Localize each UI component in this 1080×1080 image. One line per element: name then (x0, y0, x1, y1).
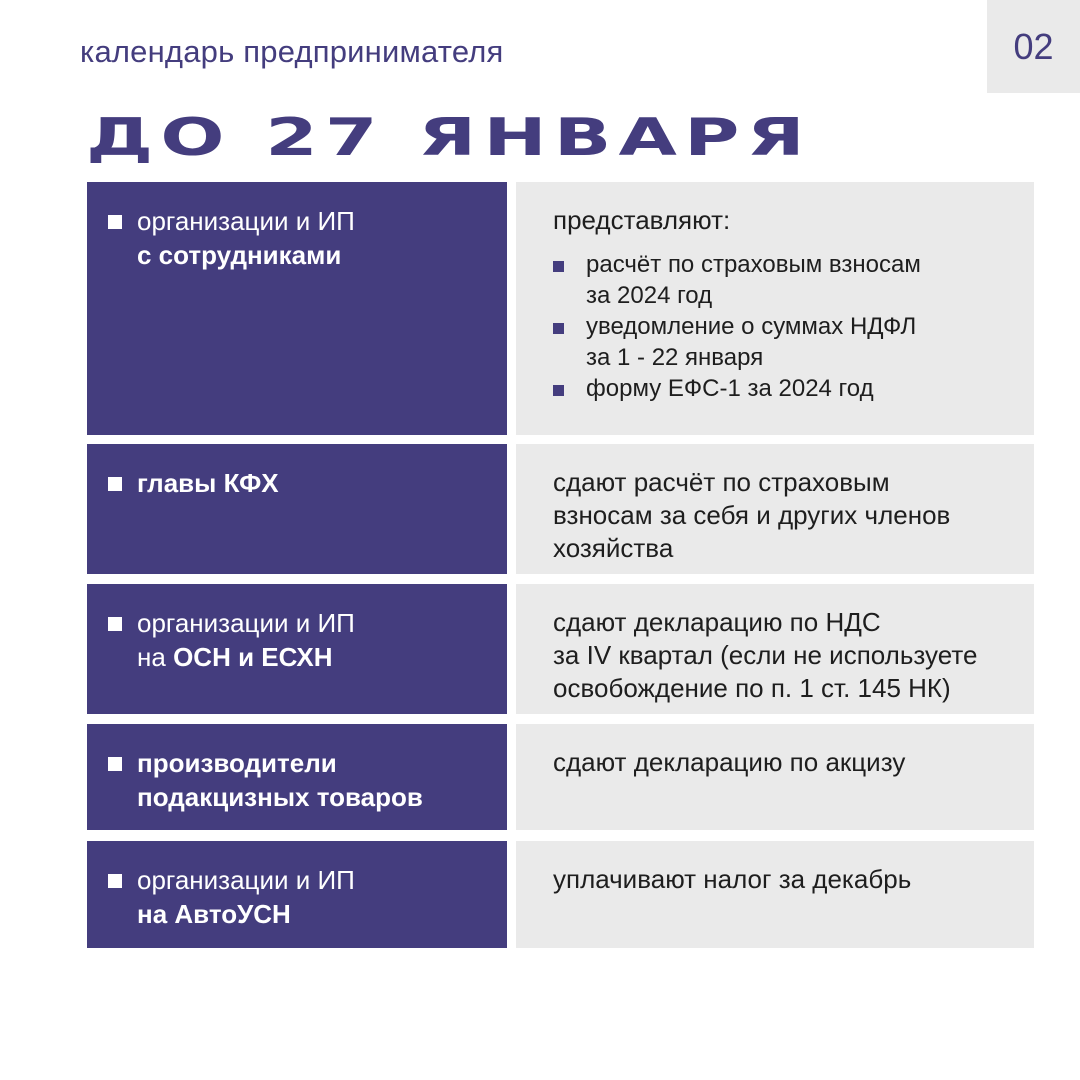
row-action (516, 444, 1034, 574)
list-item-line: за 2024 год (586, 282, 713, 309)
deadline-row-osn (87, 584, 1034, 714)
square-bullet-icon (108, 757, 122, 771)
subject-line (137, 640, 487, 674)
subject-line-bold: с сотрудниками (137, 240, 342, 270)
main-title: ДО 27 ЯНВАРЯ (86, 108, 812, 168)
square-bullet-icon (553, 323, 564, 334)
list-item-line: уведомление о суммах НДФЛ (586, 313, 917, 340)
action-intro: представляют: (553, 205, 731, 235)
list-item (553, 311, 1016, 373)
list-item-line: за 1 - 22 января (586, 344, 764, 371)
list-item (553, 249, 1016, 311)
action-line: за IV квартал (если не используете (553, 640, 978, 670)
action-line: хозяйства (553, 533, 674, 563)
page-number-badge (987, 0, 1080, 93)
deadline-row-excise (87, 724, 1034, 830)
subject-line (137, 897, 487, 931)
deadline-row-autousn (87, 841, 1034, 948)
subject-line-bold: производители (137, 748, 337, 778)
action-line: уплачивают налог за декабрь (553, 864, 912, 894)
subject-line-bold: подакцизных товаров (137, 782, 423, 812)
action-line: взносам за себя и других членов (553, 500, 951, 530)
list-item (553, 373, 1016, 404)
action-line: освобождение по п. 1 ст. 145 НК) (553, 673, 951, 703)
subject-line: организации и ИП (137, 865, 355, 895)
subject-prefix: на (137, 642, 166, 672)
square-bullet-icon (108, 477, 122, 491)
subject-line-bold: АвтоУСН (174, 899, 291, 929)
subject-line: организации и ИП (137, 608, 355, 638)
deadline-row-kfh (87, 444, 1034, 574)
square-bullet-icon (553, 385, 564, 396)
row-subject (87, 182, 507, 435)
row-action (516, 182, 1034, 435)
row-subject (87, 444, 507, 574)
action-line: сдают расчёт по страховым (553, 467, 890, 497)
action-line: сдают декларацию по НДС (553, 607, 881, 637)
row-subject (87, 584, 507, 714)
row-action (516, 584, 1034, 714)
subject-line-bold: главы КФХ (137, 468, 279, 498)
subject-prefix: на (137, 899, 168, 929)
subject-line: организации и ИП (137, 206, 355, 236)
action-list (553, 249, 1016, 404)
row-action (516, 724, 1034, 830)
list-item-line: форму ЕФС-1 за 2024 год (586, 375, 874, 402)
row-subject (87, 724, 507, 830)
deadline-row-employers (87, 182, 1034, 435)
action-line: сдают декларацию по акцизу (553, 747, 906, 777)
page-number: 02 (1013, 25, 1054, 67)
square-bullet-icon (108, 874, 122, 888)
row-subject (87, 841, 507, 948)
square-bullet-icon (108, 215, 122, 229)
header-title: календарь предпринимателя (80, 34, 504, 69)
list-item-line: расчёт по страховым взносам (586, 251, 921, 278)
row-action (516, 841, 1034, 948)
square-bullet-icon (553, 261, 564, 272)
subject-line-bold: ОСН и ЕСХН (173, 642, 333, 672)
square-bullet-icon (108, 617, 122, 631)
